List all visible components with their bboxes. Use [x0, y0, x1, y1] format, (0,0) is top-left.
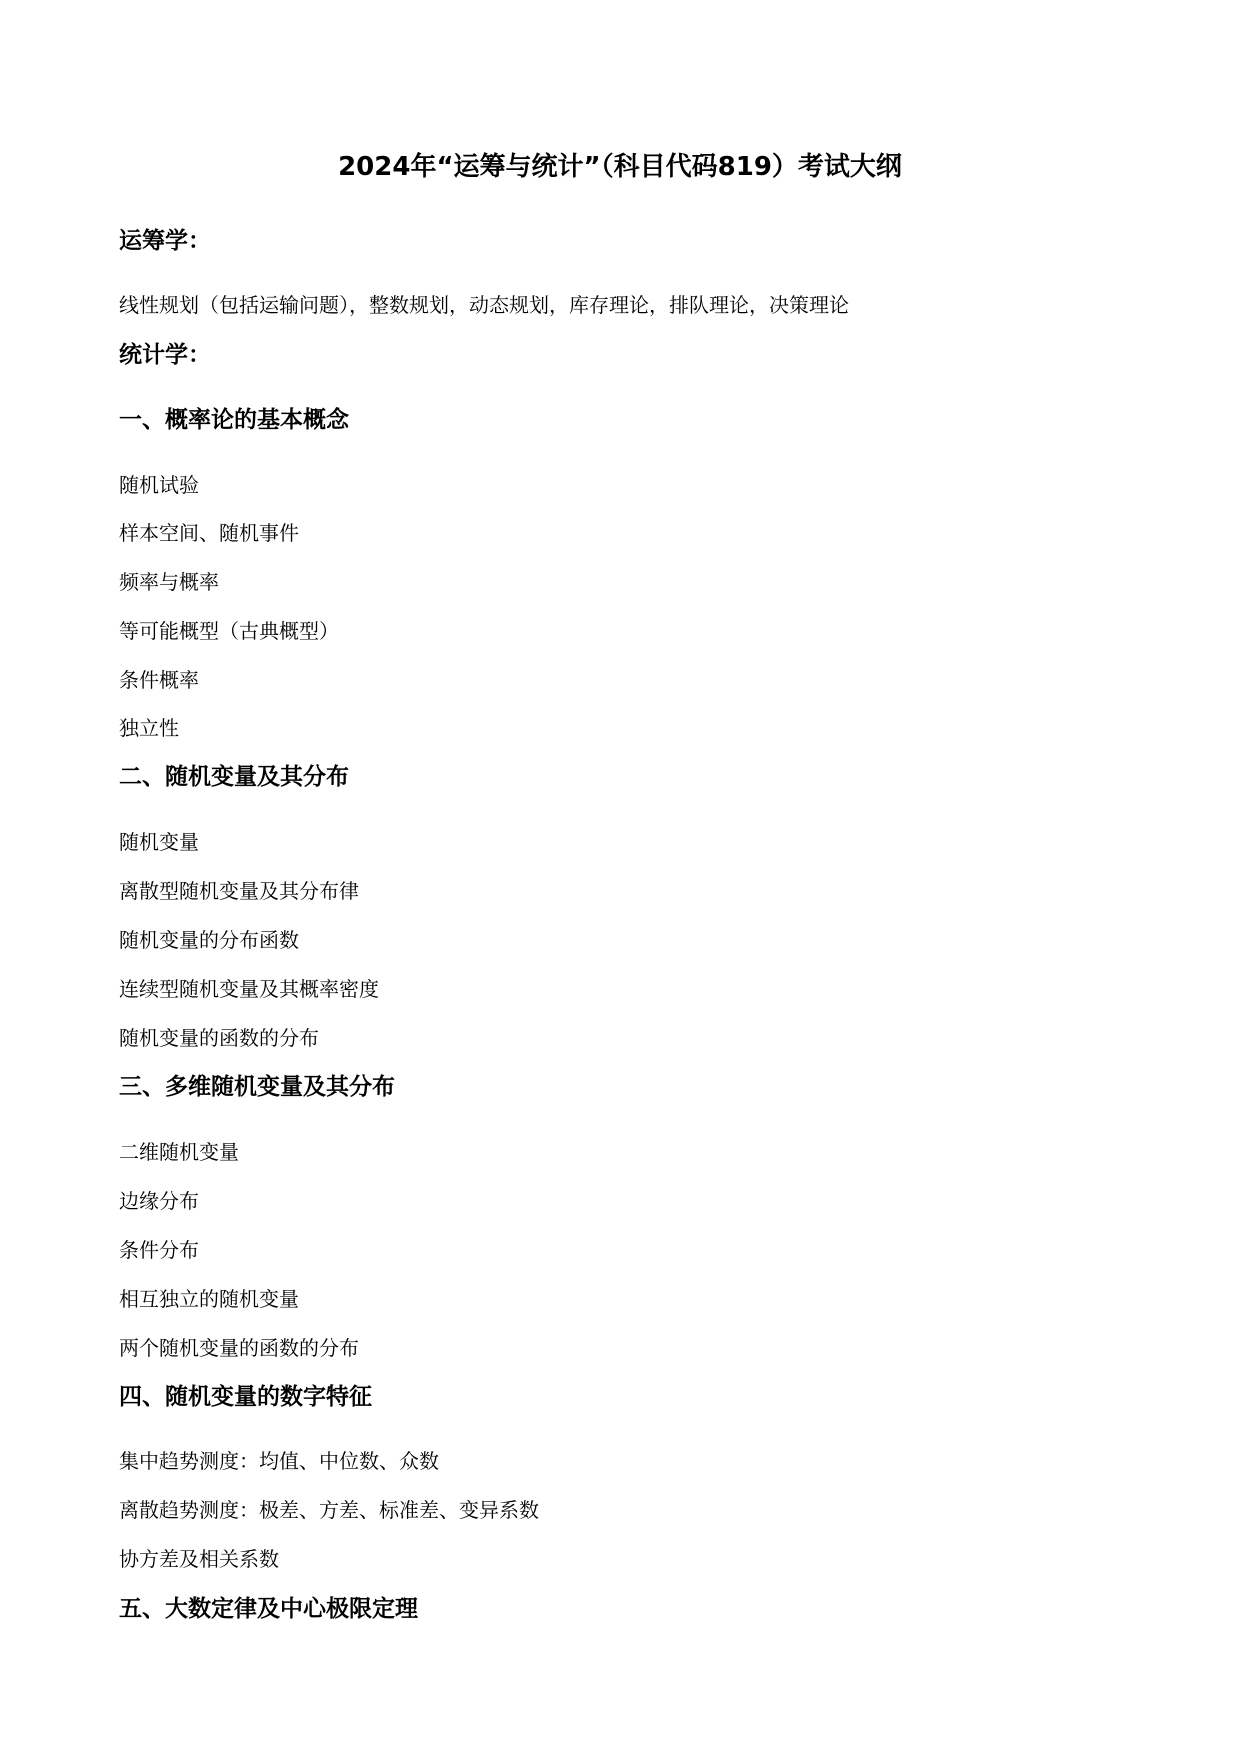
list-item: 样本空间、随机事件	[119, 521, 299, 545]
section-heading: 二、随机变量及其分布	[119, 764, 349, 790]
list-item: 相互独立的随机变量	[119, 1287, 299, 1311]
list-item: 离散型随机变量及其分布律	[119, 879, 359, 903]
list-item: 连续型随机变量及其概率密度	[119, 977, 379, 1001]
list-item: 随机试验	[119, 473, 199, 497]
list-item: 集中趋势测度：均值、中位数、众数	[119, 1449, 439, 1473]
list-item: 边缘分布	[119, 1189, 199, 1213]
list-item: 独立性	[119, 716, 179, 740]
list-item: 条件概率	[119, 668, 199, 692]
list-item: 协方差及相关系数	[119, 1547, 279, 1571]
operations-research-heading: 运筹学：	[119, 228, 211, 254]
operations-research-content: 线性规划（包括运输问题），整数规划，动态规划，库存理论，排队理论，决策理论	[119, 293, 849, 317]
document-title: 2024年“运筹与统计”（科目代码819）考试大纲	[338, 152, 902, 182]
list-item: 二维随机变量	[119, 1140, 239, 1164]
list-item: 两个随机变量的函数的分布	[119, 1336, 359, 1360]
list-item: 随机变量的分布函数	[119, 928, 299, 952]
list-item: 条件分布	[119, 1238, 199, 1262]
statistics-heading: 统计学：	[119, 342, 211, 368]
list-item: 离散趋势测度：极差、方差、标准差、变异系数	[119, 1498, 539, 1522]
list-item: 频率与概率	[119, 570, 219, 594]
list-item: 等可能概型（古典概型）	[119, 619, 339, 643]
section-heading: 三、多维随机变量及其分布	[119, 1074, 395, 1100]
list-item: 随机变量	[119, 830, 199, 854]
section-heading: 五、大数定律及中心极限定理	[119, 1596, 418, 1622]
section-heading: 一、概率论的基本概念	[119, 407, 349, 433]
section-heading: 四、随机变量的数字特征	[119, 1384, 372, 1410]
list-item: 随机变量的函数的分布	[119, 1026, 319, 1050]
